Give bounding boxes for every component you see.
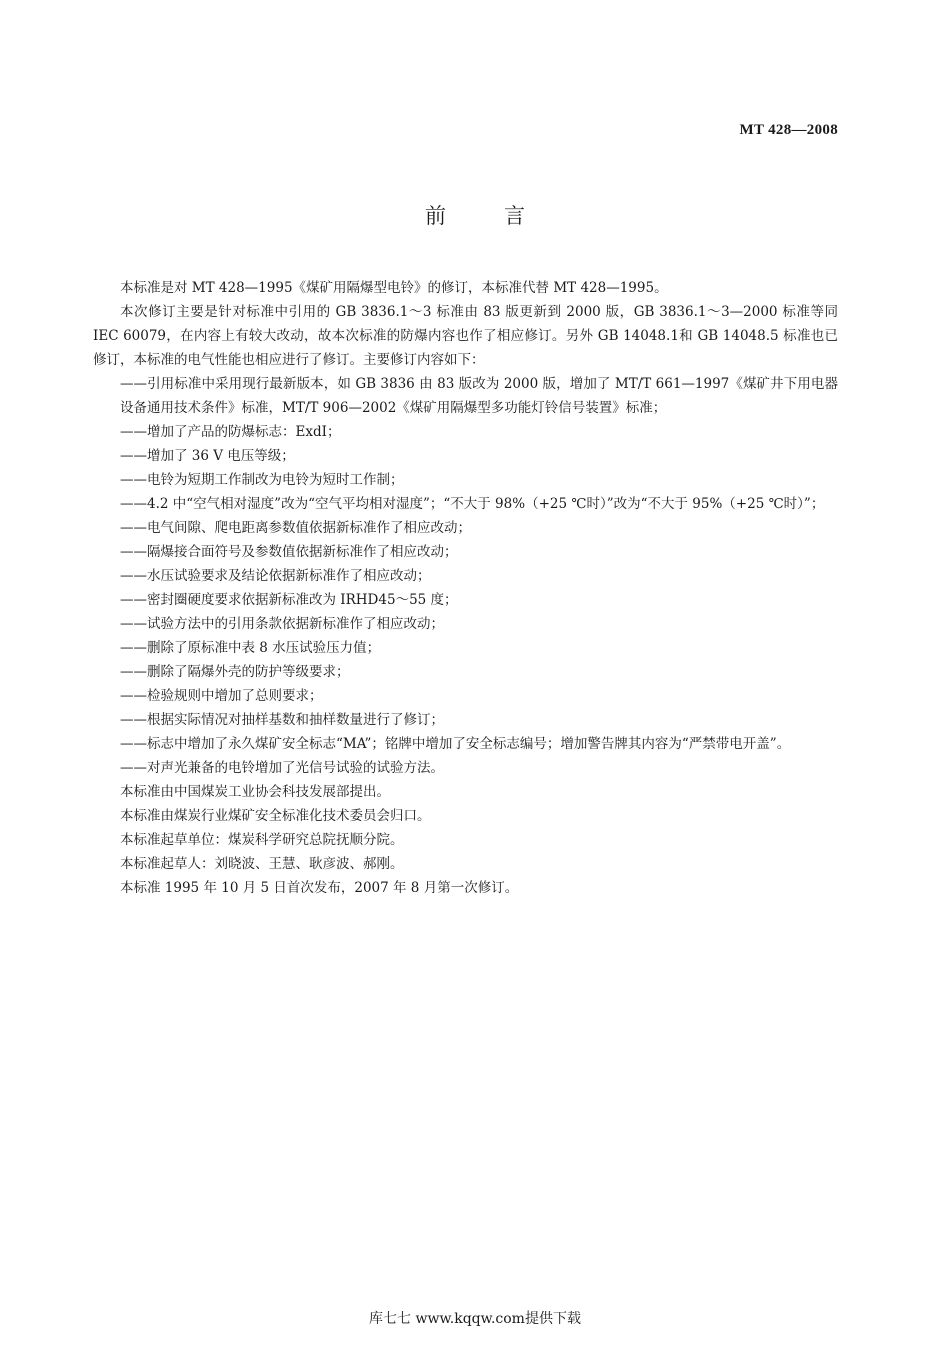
revision-item: ——标志中增加了永久煤矿安全标志“MA”；铭牌中增加了安全标志编号；增加警告牌其内容为“严禁带电开盖”。 bbox=[120, 736, 791, 752]
drafters-paragraph: 本标准起草人：刘晓波、王慧、耿彦波、郝刚。 bbox=[120, 856, 404, 872]
revision-item: ——删除了隔爆外壳的防护等级要求； bbox=[120, 664, 350, 680]
revision-item: ——增加了产品的防爆标志：ExdⅠ； bbox=[120, 424, 341, 440]
download-watermark: 库七七 www.kqqw.com提供下载 bbox=[369, 1311, 581, 1327]
revision-item: ——电气间隙、爬电距离参数值依据新标准作了相应改动； bbox=[120, 520, 471, 536]
revision-item: ——增加了 36 V 电压等级； bbox=[120, 448, 295, 464]
revision-item: ——试验方法中的引用条款依据新标准作了相应改动； bbox=[120, 616, 444, 632]
drafting-unit-paragraph: 本标准起草单位：煤炭科学研究总院抚顺分院。 bbox=[120, 832, 404, 848]
revision-item: ——水压试验要求及结论依据新标准作了相应改动； bbox=[120, 568, 431, 584]
intro-paragraph: 本标准是对 MT 428—1995《煤矿用隔爆型电铃》的修订，本标准代替 MT 428—1995。 bbox=[120, 280, 668, 296]
release-history-paragraph: 本标准 1995 年 10 月 5 日首次发布，2007 年 8 月第一次修订。 bbox=[120, 880, 519, 896]
revision-item: ——4.2 中“空气相对湿度”改为“空气平均相对湿度”；“不大于 98%（+25 ℃时）”改为“不大于 95%（+25 ℃时）”； bbox=[120, 496, 825, 512]
revision-item: ——删除了原标准中表 8 水压试验压力值； bbox=[120, 640, 381, 656]
revision-item: ——密封圈硬度要求依据新标准改为 IRHD45～55 度； bbox=[120, 592, 458, 608]
revision-item: ——引用标准中采用现行最新版本，如 GB 3836 由 83 版改为 2000 版，增加了 MT/T 661—1997《煤矿井下用电器设备通用技术条件》标准，MT/T 906—2002《煤矿用隔爆型多功能灯铃信号装置》标准； bbox=[120, 376, 838, 416]
revision-item: ——对声光兼备的电铃增加了光信号试验的试验方法。 bbox=[120, 760, 444, 776]
committee-paragraph: 本标准由煤炭行业煤矿安全标准化技术委员会归口。 bbox=[120, 808, 431, 824]
revision-summary-paragraph: 本次修订主要是针对标准中引用的 GB 3836.1～3 标准由 83 版更新到 2000 版，GB 3836.1～3—2000 标准等同 IEC 60079，在内容上有较大改动，故本次标准的防爆内容也作了相应修订。另外 GB 14048.1和 GB 14048.5 标准也已修订，本标准的电气性能也相应进行了修订。主要修订内容如下： bbox=[93, 304, 838, 368]
standard-code: MT 428—2008 bbox=[739, 122, 838, 138]
proposer-paragraph: 本标准由中国煤炭工业协会科技发展部提出。 bbox=[120, 784, 390, 800]
revision-item: ——隔爆接合面符号及参数值依据新标准作了相应改动； bbox=[120, 544, 458, 560]
revision-item: ——根据实际情况对抽样基数和抽样数量进行了修订； bbox=[120, 712, 444, 728]
page-title: 前言 bbox=[425, 204, 583, 228]
revision-item: ——检验规则中增加了总则要求； bbox=[120, 688, 323, 704]
revision-item: ——电铃为短期工作制改为电铃为短时工作制； bbox=[120, 472, 404, 488]
foreword-body bbox=[93, 276, 838, 900]
